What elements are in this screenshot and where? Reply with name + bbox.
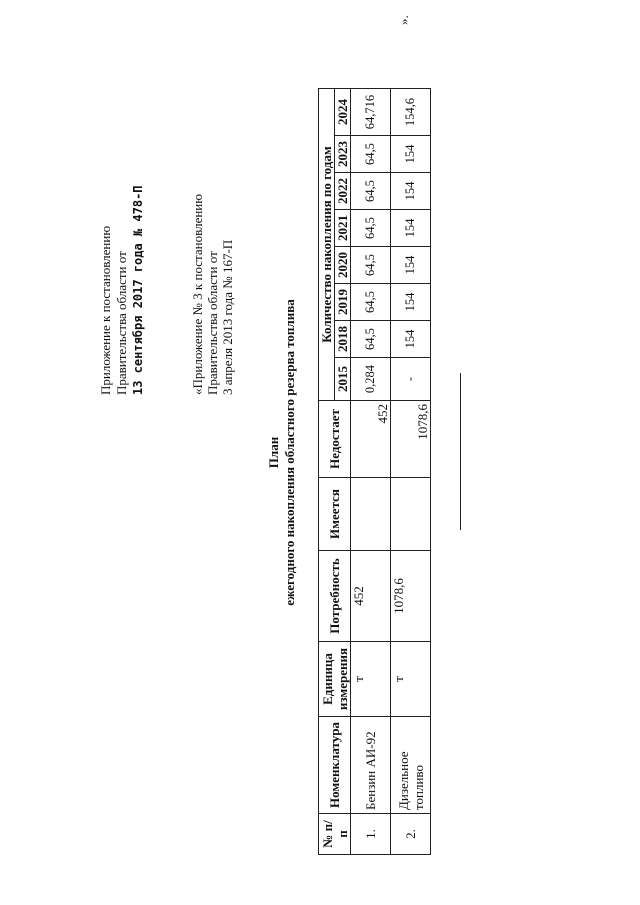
year-cell: 2024 — [335, 89, 351, 136]
row-unit: т — [391, 642, 431, 717]
table-row — [391, 89, 431, 855]
row-name: Бензин АИ-92 — [351, 717, 391, 814]
row-have — [391, 478, 431, 551]
year-cell: 2019 — [335, 284, 351, 321]
row-value: 154 — [391, 136, 431, 173]
row-no: 2. — [391, 814, 431, 855]
row-value: 154,6 — [391, 89, 431, 136]
year-cell: 2018 — [335, 321, 351, 358]
appendix-date: 13 сентября 2017 года № 478-П — [131, 185, 145, 395]
header-have: Имеется — [319, 478, 351, 551]
header-lack: Недостает — [319, 401, 351, 478]
row-unit: т — [351, 642, 391, 717]
row-value: 154 — [391, 321, 431, 358]
appendix-line-1: Приложение к постановлению — [98, 225, 113, 395]
row-value: 64,5 — [351, 210, 391, 247]
prev-line-3: 3 апреля 2013 года № 167-П — [220, 239, 235, 395]
header-unit: Единица измерения — [319, 642, 351, 717]
prev-line-2: Правительства области от — [205, 251, 220, 395]
header-need: Потребность — [319, 551, 351, 642]
row-need: 1078,6 — [391, 551, 431, 642]
row-value: 0,284 — [351, 358, 391, 401]
header-name: Номенклатура — [319, 717, 351, 814]
row-need: 452 — [351, 551, 391, 642]
year-cell: 2020 — [335, 247, 351, 284]
title-line-2: ежегодного накопления областного резерва топлива — [282, 299, 297, 606]
row-value: 64,5 — [351, 173, 391, 210]
appendix-line-2: Правительства области от — [114, 251, 129, 395]
document-title — [266, 0, 298, 905]
row-value: - — [391, 358, 431, 401]
fuel-reserve-table — [318, 88, 431, 855]
previous-appendix-reference — [190, 194, 235, 395]
appendix-stamp — [98, 185, 146, 395]
year-cell: 2022 — [335, 173, 351, 210]
header-no: № п/п — [319, 814, 351, 855]
row-lack: 1078,6 — [391, 401, 431, 478]
row-value: 154 — [391, 284, 431, 321]
row-value: 154 — [391, 210, 431, 247]
row-value: 64,5 — [351, 284, 391, 321]
signature-line — [460, 373, 461, 530]
prev-line-1: «Приложение № 3 к постановлению — [190, 194, 205, 395]
closing-quote: ». — [396, 15, 411, 25]
table-row — [351, 89, 391, 855]
row-value: 64,5 — [351, 247, 391, 284]
row-no: 1. — [351, 814, 391, 855]
row-value: 154 — [391, 247, 431, 284]
row-have — [351, 478, 391, 551]
year-cell: 2023 — [335, 136, 351, 173]
row-lack: 452 — [351, 401, 391, 478]
row-value: 64,716 — [351, 89, 391, 136]
title-line-1: План — [266, 436, 281, 469]
row-name: Дизельное топливо — [391, 717, 431, 814]
header-years-group: Количество накопления по годам — [319, 89, 335, 401]
year-cell: 2021 — [335, 210, 351, 247]
row-value: 64,5 — [351, 321, 391, 358]
table-header-row — [319, 89, 335, 855]
row-value: 154 — [391, 173, 431, 210]
row-value: 64,5 — [351, 136, 391, 173]
year-cell: 2015 — [335, 358, 351, 401]
